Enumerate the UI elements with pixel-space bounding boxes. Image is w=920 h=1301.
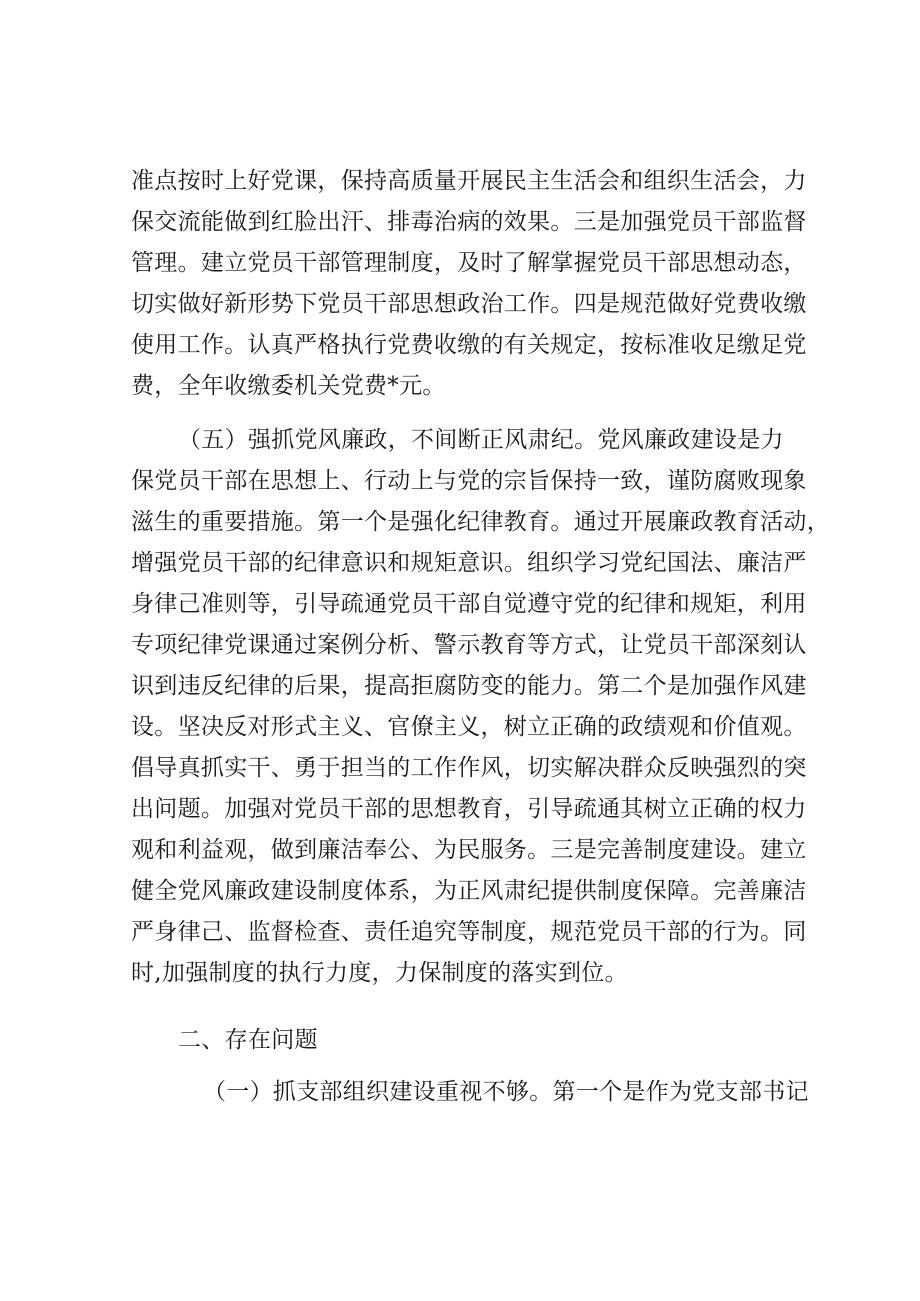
paragraph-line: 设。坚决反对形式主义、官僚主义，树立正确的政绩观和价值观。: [131, 714, 807, 740]
paragraph-line: 识到违反纪律的后果，提高拒腐防变的能力。第二个是加强作风建: [131, 673, 807, 699]
paragraph-anti-corruption: [131, 420, 830, 994]
paragraph-line: 身律己准则等，引导疏通党员干部自觉遵守党的纪律和规矩，利用: [131, 591, 807, 617]
paragraph-line: 严身律己、监督检查、责任追究等制度，规范党员干部的行为。同: [131, 919, 807, 945]
paragraph-line: 使用工作。认真严格执行党费收缴的有关规定，按标准收足缴足党: [131, 332, 807, 358]
paragraph-line: 观和利益观，做到廉洁奉公、为民服务。三是完善制度建设。建立: [131, 837, 807, 863]
section-heading: 二、存在问题: [178, 1027, 318, 1053]
paragraph-first-line: （五）强抓党风廉政，不间断正风肃纪。党风廉政建设是力: [178, 427, 784, 453]
paragraph-line: 保交流能做到红脸出汗、排毒治病的效果。三是加强党员干部监督: [131, 209, 807, 235]
section-heading-problems: [131, 1020, 797, 1061]
paragraph-line: 倡导真抓实干、勇于担当的工作作风，切实解决群众反映强烈的突: [131, 755, 807, 781]
paragraph-line: 切实做好新形势下党员干部思想政治工作。四是规范做好党费收缴: [131, 291, 807, 317]
paragraph-line: 时,加强制度的执行力度，力保制度的落实到位。: [131, 960, 628, 986]
paragraph-line: 专项纪律党课通过案例分析、警示教育等方式，让党员干部深刻认: [131, 632, 807, 658]
paragraph-line: 准点按时上好党课，保持高质量开展民主生活会和组织生活会，力: [131, 168, 807, 194]
paragraph-line: 健全党风廉政建设制度体系，为正风肃纪提供制度保障。完善廉洁: [131, 878, 807, 904]
paragraph-first-line: （一）抓支部组织建设重视不够。第一个是作为党支部书记: [203, 1079, 809, 1105]
paragraph-branch-organization: [131, 1072, 809, 1113]
paragraph-line: 保党员干部在思想上、行动上与党的宗旨保持一致，谨防腐败现象: [131, 468, 807, 494]
paragraph-line: 管理。建立党员干部管理制度，及时了解掌握党员干部思想动态，: [131, 250, 807, 276]
paragraph-line: 费，全年收缴委机关党费*元。: [131, 373, 446, 399]
paragraph-line: 滋生的重要措施。第一个是强化纪律教育。通过开展廉政教育活动，: [131, 509, 830, 535]
paragraph-line: 出问题。加强对党员干部的思想教育，引导疏通其树立正确的权力: [131, 796, 807, 822]
paragraph-party-lessons: [131, 161, 807, 407]
paragraph-line: 增强党员干部的纪律意识和规矩意识。组织学习党纪国法、廉洁严: [131, 550, 807, 576]
